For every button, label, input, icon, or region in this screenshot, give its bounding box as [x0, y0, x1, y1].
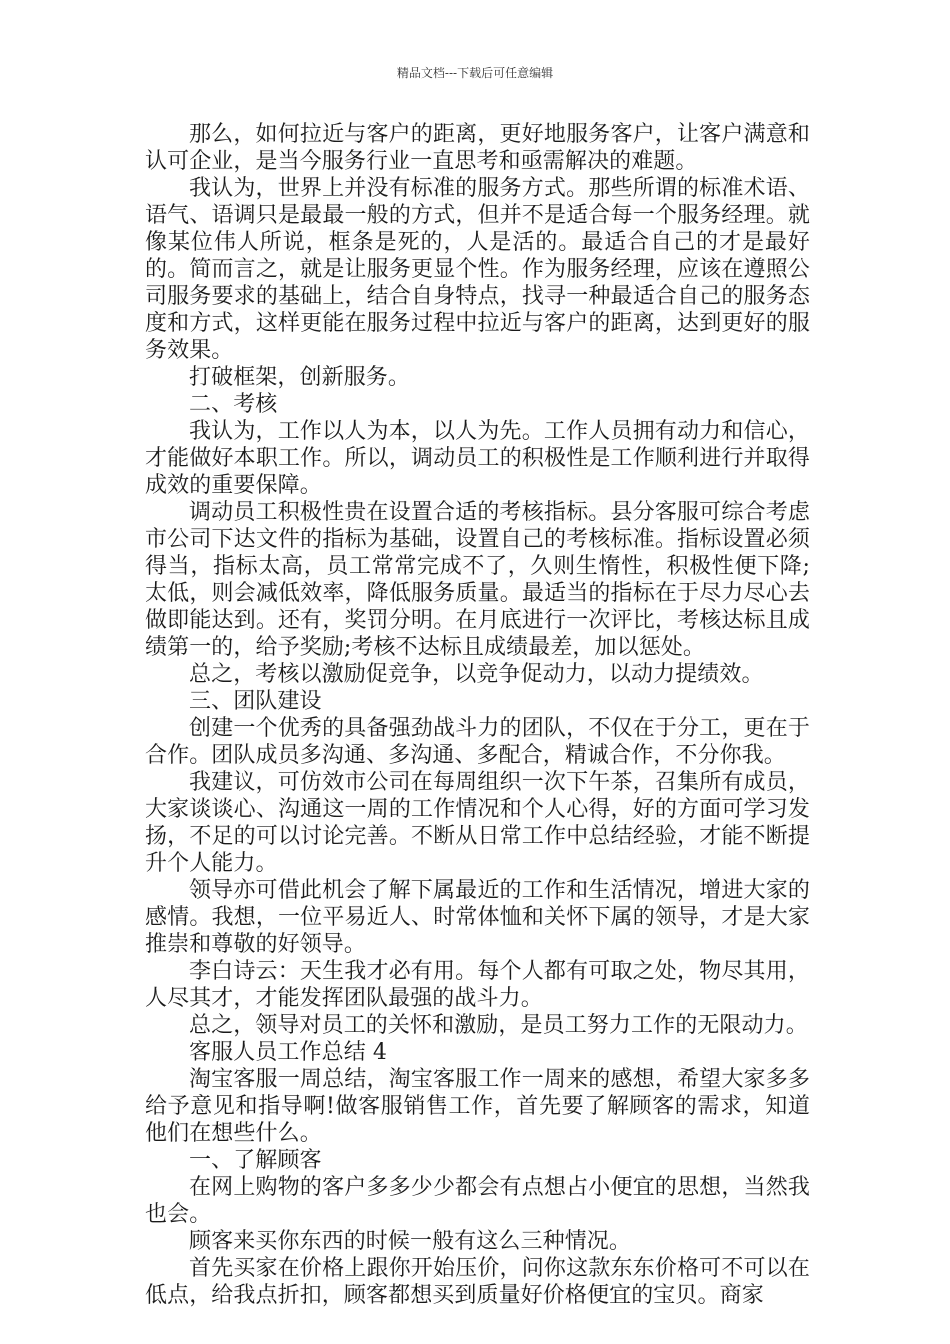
paragraph: 总之，领导对员工的关怀和激励，是员工努力工作的无限动力。 — [189, 1013, 808, 1038]
section-heading: 三、团队建设 — [189, 689, 322, 714]
paragraph: 首先买家在价格上跟你开始压价，问你这款东东价格可不可以在低点，给我点折扣，顾客都想买到质量好价格便宜的宝贝。商家 — [145, 1256, 810, 1308]
paragraph: 我认为，世界上并没有标准的服务方式。那些所谓的标准术语、语气、语调只是最最一般的方式，但并不是适合每一个服务经理。就像某位伟人所说，框条是死的，人是活的。最适合自己的才是最好的。简而言之，就是让服务更显个性。作为服务经理，应该在遵照公司服务要求的基础上，结合自身特点，找寻一种最适合自己的服务态度和方式，这样更能在服务过程中拉近与客户的距离，达到更好的服务效果。 — [145, 176, 810, 363]
paragraph: 在网上购物的客户多多少少都会有点想占小便宜的思想，当然我也会。 — [145, 1175, 810, 1227]
paragraph: 打破框架，创新服务。 — [189, 365, 411, 390]
paragraph: 总之，考核以激励促竞争，以竞争促动力，以动力提绩效。 — [189, 662, 764, 687]
section-title: 客服人员工作总结 4 — [189, 1040, 387, 1065]
section-heading: 二、考核 — [189, 392, 278, 417]
paragraph: 调动员工积极性贵在设置合适的考核指标。县分客服可综合考虑市公司下达文件的指标为基础，设置自己的考核标准。指标设置必须得当，指标太高，员工常常完成不了，久则生惰性，积极性便下降;太低，则会减低效率，降低服务质量。最适当的指标在于尽力尽心去做即能达到。还有，奖罚分明。在月底进行一次评比，考核达标且成绩第一的，给予奖励;考核不达标且成绩最差，加以惩处。 — [145, 500, 810, 660]
paragraph: 领导亦可借此机会了解下属最近的工作和生活情况，增进大家的感情。我想，一位平易近人、时常体恤和关怀下属的领导，才是大家推崇和尊敬的好领导。 — [145, 878, 810, 957]
paragraph: 那么，如何拉近与客户的距离，更好地服务客户，让客户满意和认可企业，是当今服务行业一直思考和亟需解决的难题。 — [145, 122, 810, 174]
page-header: 精品文档---下载后可任意编辑 — [396, 66, 554, 80]
paragraph: 我建议，可仿效市公司在每周组织一次下午茶，召集所有成员，大家谈谈心、沟通这一周的工作情况和个人心得，好的方面可学习发扬，不足的可以讨论完善。不断从日常工作中总结经验，才能不断提升个人能力。 — [145, 770, 810, 876]
paragraph: 我认为，工作以人为本，以人为先。工作人员拥有动力和信心，才能做好本职工作。所以，调动员工的积极性是工作顺利进行并取得成效的重要保障。 — [145, 419, 810, 498]
paragraph: 顾客来买你东西的时候一般有这么三种情况。 — [189, 1229, 632, 1254]
paragraph: 李白诗云：天生我才必有用。每个人都有可取之处，物尽其用，人尽其才，才能发挥团队最强的战斗力。 — [145, 959, 810, 1011]
section-heading: 一、了解顾客 — [189, 1148, 322, 1173]
paragraph: 淘宝客服一周总结，淘宝客服工作一周来的感想，希望大家多多给予意见和指导啊!做客服销售工作，首先要了解顾客的需求，知道他们在想些什么。 — [145, 1067, 810, 1146]
paragraph: 创建一个优秀的具备强劲战斗力的团队，不仅在于分工，更在于合作。团队成员多沟通、多沟通、多配合，精诚合作，不分你我。 — [145, 716, 810, 768]
document-body — [145, 121, 810, 1309]
